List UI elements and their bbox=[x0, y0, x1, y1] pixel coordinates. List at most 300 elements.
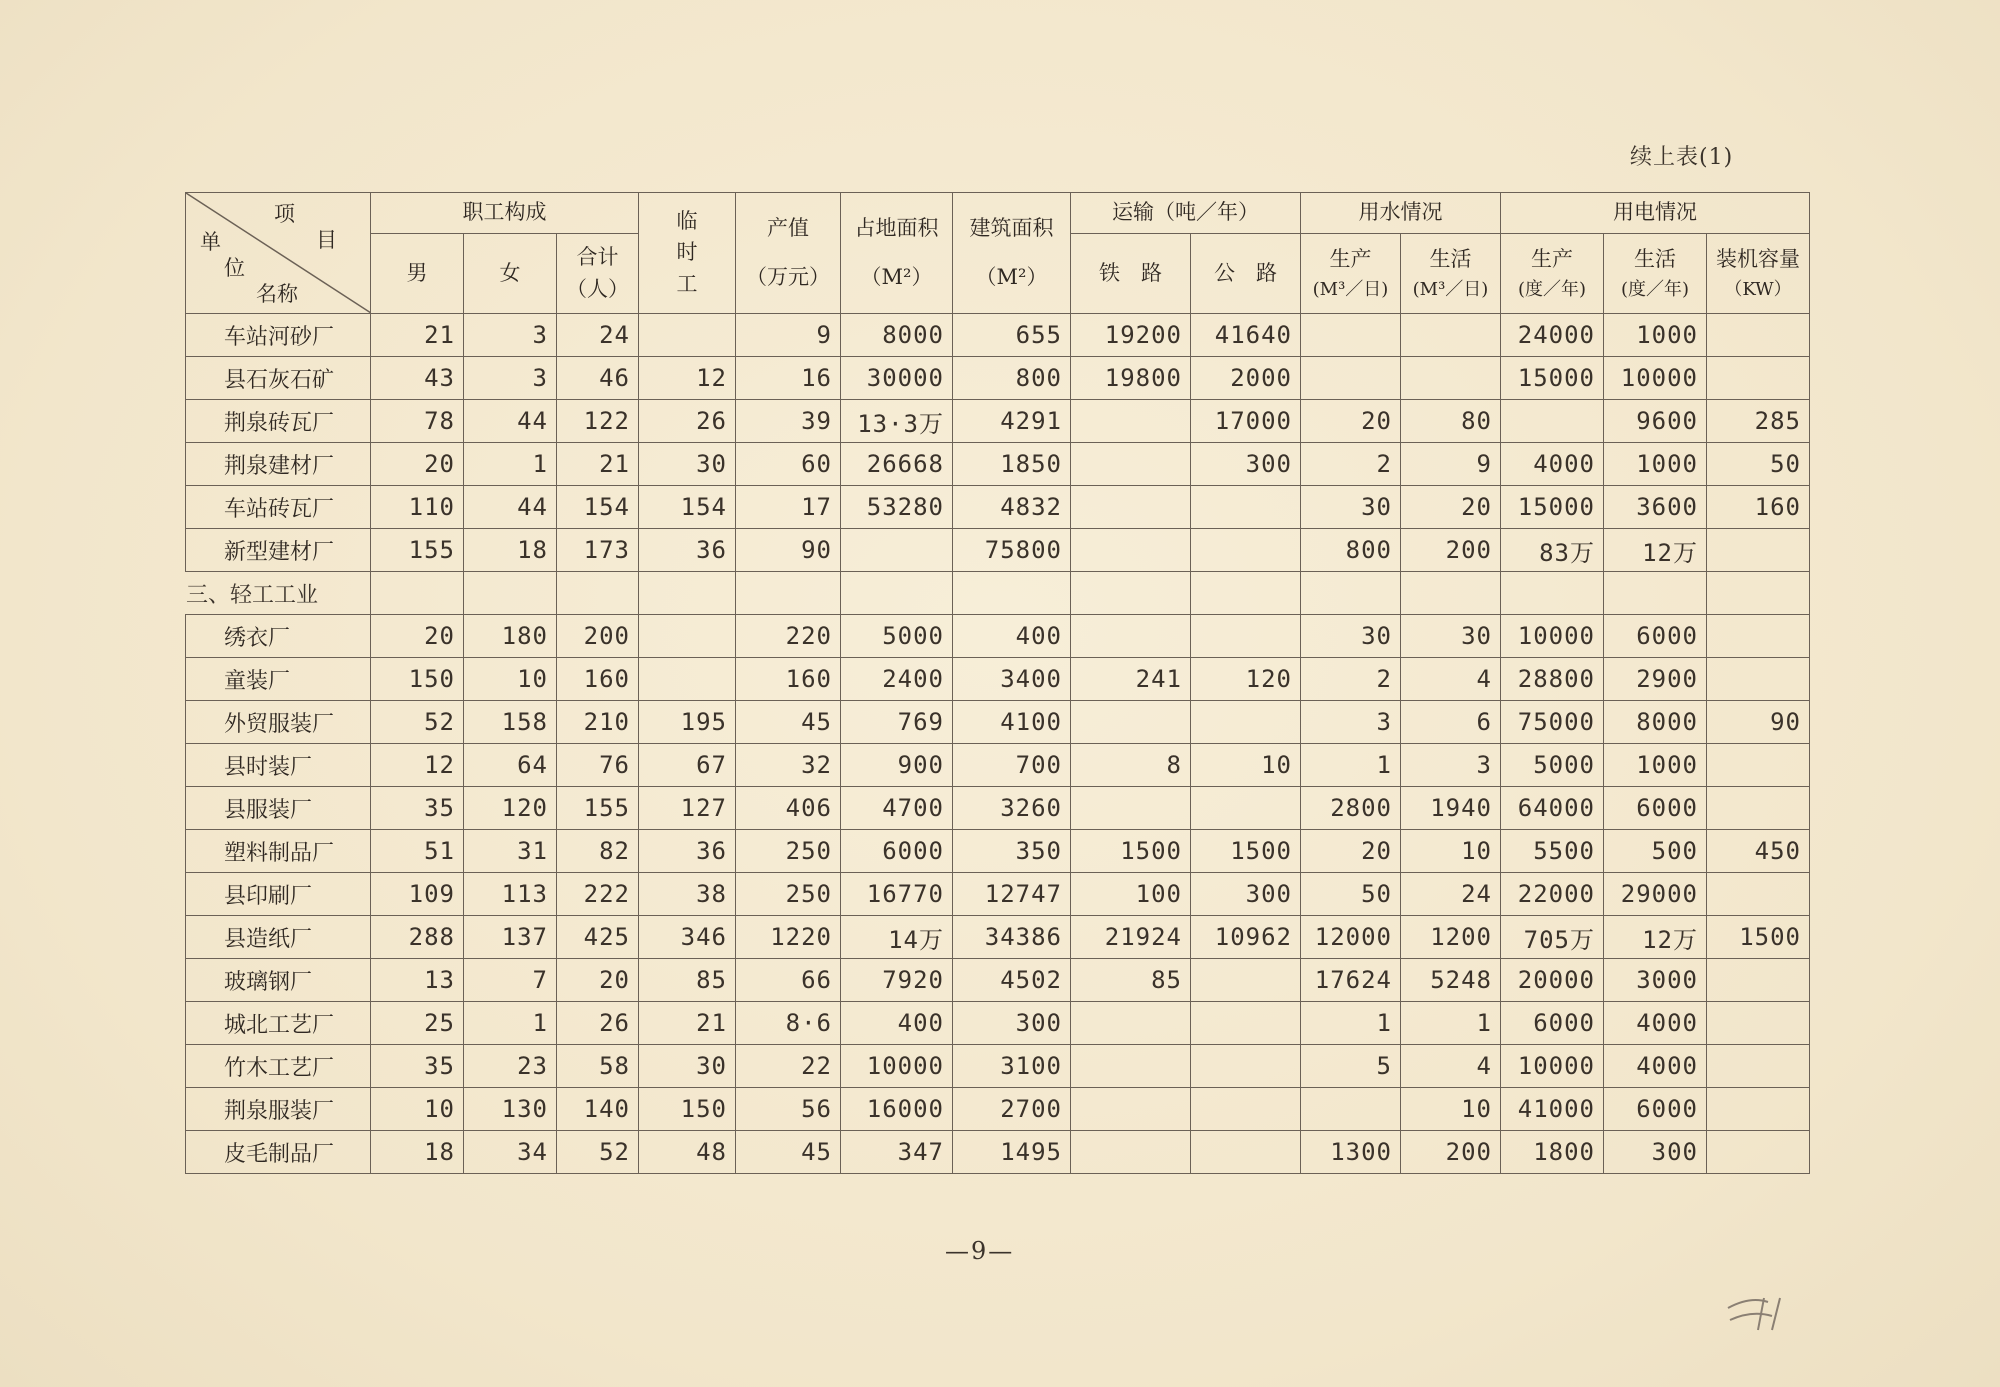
cell-build: 4832 bbox=[953, 486, 1071, 529]
cell-land: 13·3万 bbox=[841, 400, 953, 443]
header-water-prod-line-2: (M³／日) bbox=[1312, 278, 1389, 300]
table-row bbox=[186, 701, 1810, 744]
table-row bbox=[186, 314, 1810, 357]
empty-cell bbox=[464, 572, 557, 615]
cell-road bbox=[1191, 486, 1301, 529]
cell-capacity: 160 bbox=[1707, 486, 1810, 529]
cell-male: 12 bbox=[371, 744, 464, 787]
header-water-prod-line-1: 生产 bbox=[1329, 247, 1372, 272]
cell-road bbox=[1191, 1045, 1301, 1088]
cell-power-prod: 83万 bbox=[1501, 529, 1604, 572]
unit-name-cell: 县时装厂 bbox=[186, 744, 371, 787]
section-row bbox=[186, 572, 1810, 615]
table-row bbox=[186, 443, 1810, 486]
cell-water-life: 1200 bbox=[1401, 916, 1501, 959]
cell-total: 222 bbox=[557, 873, 639, 916]
header-temp-workers bbox=[639, 193, 736, 314]
cell-road bbox=[1191, 959, 1301, 1002]
cell-total: 173 bbox=[557, 529, 639, 572]
cell-power-life: 300 bbox=[1604, 1131, 1707, 1174]
cell-capacity bbox=[1707, 1002, 1810, 1045]
cell-capacity bbox=[1707, 357, 1810, 400]
cell-temp: 30 bbox=[639, 443, 736, 486]
table-row bbox=[186, 787, 1810, 830]
cell-output: 160 bbox=[736, 658, 841, 701]
header-total-line-1: 合计 bbox=[576, 245, 619, 270]
empty-cell bbox=[1401, 572, 1501, 615]
table-body bbox=[186, 314, 1810, 1174]
empty-cell bbox=[953, 572, 1071, 615]
header-temp-line-3: 工 bbox=[676, 271, 698, 296]
cell-land: 4700 bbox=[841, 787, 953, 830]
cell-temp bbox=[639, 615, 736, 658]
cell-rail bbox=[1071, 400, 1191, 443]
cell-male: 51 bbox=[371, 830, 464, 873]
cell-female: 158 bbox=[464, 701, 557, 744]
cell-capacity bbox=[1707, 314, 1810, 357]
cell-road: 2000 bbox=[1191, 357, 1301, 400]
cell-male: 78 bbox=[371, 400, 464, 443]
unit-name-cell: 城北工艺厂 bbox=[186, 1002, 371, 1045]
cell-road: 17000 bbox=[1191, 400, 1301, 443]
cell-total: 200 bbox=[557, 615, 639, 658]
cell-road: 1500 bbox=[1191, 830, 1301, 873]
cell-road: 10 bbox=[1191, 744, 1301, 787]
cell-road: 120 bbox=[1191, 658, 1301, 701]
empty-cell bbox=[1071, 572, 1191, 615]
cell-power-life: 2900 bbox=[1604, 658, 1707, 701]
unit-name-cell: 荆泉建材厂 bbox=[186, 443, 371, 486]
header-row-top bbox=[186, 193, 1810, 234]
cell-rail: 19200 bbox=[1071, 314, 1191, 357]
cell-build: 12747 bbox=[953, 873, 1071, 916]
corner-label-item: 项 bbox=[274, 202, 295, 226]
header-output-value bbox=[736, 193, 841, 314]
unit-name-cell: 荆泉服装厂 bbox=[186, 1088, 371, 1131]
cell-water-prod: 800 bbox=[1301, 529, 1401, 572]
header-female: 女 bbox=[464, 234, 557, 314]
header-transport: 运输（吨／年） bbox=[1071, 193, 1301, 234]
cell-road bbox=[1191, 787, 1301, 830]
cell-temp: 195 bbox=[639, 701, 736, 744]
cell-land: 16770 bbox=[841, 873, 953, 916]
cell-temp: 127 bbox=[639, 787, 736, 830]
cell-female: 180 bbox=[464, 615, 557, 658]
cell-build: 800 bbox=[953, 357, 1071, 400]
cell-road: 300 bbox=[1191, 443, 1301, 486]
unit-name-cell: 车站河砂厂 bbox=[186, 314, 371, 357]
cell-female: 23 bbox=[464, 1045, 557, 1088]
cell-water-prod bbox=[1301, 1088, 1401, 1131]
header-water-life-line-2: (M³／日) bbox=[1412, 278, 1489, 300]
cell-build: 4502 bbox=[953, 959, 1071, 1002]
header-capacity-line-2: （KW） bbox=[1724, 278, 1792, 300]
header-land-line-2: （M²） bbox=[860, 265, 933, 289]
table-row bbox=[186, 1131, 1810, 1174]
cell-power-life: 6000 bbox=[1604, 787, 1707, 830]
cell-build: 4100 bbox=[953, 701, 1071, 744]
header-build-line-2: （M²） bbox=[975, 265, 1048, 289]
cell-male: 20 bbox=[371, 615, 464, 658]
cell-capacity bbox=[1707, 744, 1810, 787]
unit-name-cell: 新型建材厂 bbox=[186, 529, 371, 572]
unit-name-cell: 县印刷厂 bbox=[186, 873, 371, 916]
cell-male: 25 bbox=[371, 1002, 464, 1045]
cell-power-life: 1000 bbox=[1604, 314, 1707, 357]
cell-power-prod: 10000 bbox=[1501, 1045, 1604, 1088]
cell-power-prod: 6000 bbox=[1501, 1002, 1604, 1045]
cell-power-prod bbox=[1501, 400, 1604, 443]
cell-power-life: 12万 bbox=[1604, 529, 1707, 572]
cell-output: 66 bbox=[736, 959, 841, 1002]
cell-female: 64 bbox=[464, 744, 557, 787]
statistics-table bbox=[185, 192, 1810, 1174]
unit-name-cell: 县服装厂 bbox=[186, 787, 371, 830]
cell-female: 44 bbox=[464, 486, 557, 529]
cell-build: 2700 bbox=[953, 1088, 1071, 1131]
cell-power-prod: 22000 bbox=[1501, 873, 1604, 916]
cell-total: 52 bbox=[557, 1131, 639, 1174]
cell-temp: 36 bbox=[639, 830, 736, 873]
cell-water-life bbox=[1401, 357, 1501, 400]
empty-cell bbox=[736, 572, 841, 615]
cell-male: 110 bbox=[371, 486, 464, 529]
header-railway: 铁 路 bbox=[1071, 234, 1191, 314]
cell-female: 130 bbox=[464, 1088, 557, 1131]
table-row bbox=[186, 744, 1810, 787]
cell-water-life: 80 bbox=[1401, 400, 1501, 443]
cell-output: 17 bbox=[736, 486, 841, 529]
empty-cell bbox=[557, 572, 639, 615]
cell-water-life bbox=[1401, 314, 1501, 357]
cell-temp: 85 bbox=[639, 959, 736, 1002]
cell-female: 3 bbox=[464, 314, 557, 357]
cell-rail: 85 bbox=[1071, 959, 1191, 1002]
cell-land: 14万 bbox=[841, 916, 953, 959]
cell-temp: 26 bbox=[639, 400, 736, 443]
cell-build: 400 bbox=[953, 615, 1071, 658]
cell-total: 58 bbox=[557, 1045, 639, 1088]
cell-capacity: 450 bbox=[1707, 830, 1810, 873]
cell-female: 120 bbox=[464, 787, 557, 830]
cell-output: 16 bbox=[736, 357, 841, 400]
cell-road: 10962 bbox=[1191, 916, 1301, 959]
cell-water-prod: 20 bbox=[1301, 400, 1401, 443]
cell-land: 7920 bbox=[841, 959, 953, 1002]
cell-land: 347 bbox=[841, 1131, 953, 1174]
unit-name-cell: 县石灰石矿 bbox=[186, 357, 371, 400]
cell-road bbox=[1191, 529, 1301, 572]
cell-water-life: 1940 bbox=[1401, 787, 1501, 830]
cell-output: 60 bbox=[736, 443, 841, 486]
cell-rail: 19800 bbox=[1071, 357, 1191, 400]
cell-land: 400 bbox=[841, 1002, 953, 1045]
table-row bbox=[186, 1002, 1810, 1045]
header-installed-capacity bbox=[1707, 234, 1810, 314]
cell-male: 109 bbox=[371, 873, 464, 916]
unit-name-cell: 绣衣厂 bbox=[186, 615, 371, 658]
cell-water-prod: 17624 bbox=[1301, 959, 1401, 1002]
cell-total: 140 bbox=[557, 1088, 639, 1131]
cell-road bbox=[1191, 701, 1301, 744]
corner-header bbox=[186, 193, 371, 314]
cell-land: 769 bbox=[841, 701, 953, 744]
cell-total: 122 bbox=[557, 400, 639, 443]
cell-power-prod: 15000 bbox=[1501, 486, 1604, 529]
cell-capacity: 1500 bbox=[1707, 916, 1810, 959]
cell-water-life: 4 bbox=[1401, 658, 1501, 701]
cell-output: 90 bbox=[736, 529, 841, 572]
table-row bbox=[186, 400, 1810, 443]
cell-output: 32 bbox=[736, 744, 841, 787]
cell-output: 220 bbox=[736, 615, 841, 658]
header-total bbox=[557, 234, 639, 314]
cell-female: 7 bbox=[464, 959, 557, 1002]
cell-build: 700 bbox=[953, 744, 1071, 787]
cell-total: 24 bbox=[557, 314, 639, 357]
cell-male: 20 bbox=[371, 443, 464, 486]
cell-output: 250 bbox=[736, 873, 841, 916]
empty-cell bbox=[639, 572, 736, 615]
cell-female: 10 bbox=[464, 658, 557, 701]
cell-power-prod: 20000 bbox=[1501, 959, 1604, 1002]
cell-power-prod: 28800 bbox=[1501, 658, 1604, 701]
cell-total: 155 bbox=[557, 787, 639, 830]
header-water-life-line-1: 生活 bbox=[1429, 247, 1472, 272]
cell-power-prod: 15000 bbox=[1501, 357, 1604, 400]
cell-power-life: 29000 bbox=[1604, 873, 1707, 916]
cell-land: 53280 bbox=[841, 486, 953, 529]
cell-road bbox=[1191, 1002, 1301, 1045]
cell-rail bbox=[1071, 1045, 1191, 1088]
unit-name-cell: 荆泉砖瓦厂 bbox=[186, 400, 371, 443]
cell-rail: 8 bbox=[1071, 744, 1191, 787]
cell-rail: 21924 bbox=[1071, 916, 1191, 959]
cell-power-prod: 705万 bbox=[1501, 916, 1604, 959]
cell-power-life: 4000 bbox=[1604, 1045, 1707, 1088]
header-output-line-2: （万元） bbox=[746, 265, 830, 289]
table-row bbox=[186, 830, 1810, 873]
cell-rail bbox=[1071, 486, 1191, 529]
cell-power-life: 500 bbox=[1604, 830, 1707, 873]
cell-land: 30000 bbox=[841, 357, 953, 400]
cell-land: 10000 bbox=[841, 1045, 953, 1088]
cell-total: 20 bbox=[557, 959, 639, 1002]
cell-rail bbox=[1071, 443, 1191, 486]
header-power-prod-line-1: 生产 bbox=[1531, 247, 1573, 272]
corner-label-unit-a: 单 bbox=[200, 230, 221, 254]
corner-label-unit-b: 位 bbox=[224, 256, 245, 280]
cell-power-prod: 64000 bbox=[1501, 787, 1604, 830]
cell-build: 1850 bbox=[953, 443, 1071, 486]
cell-water-prod: 30 bbox=[1301, 615, 1401, 658]
cell-power-prod: 1800 bbox=[1501, 1131, 1604, 1174]
header-male: 男 bbox=[371, 234, 464, 314]
cell-capacity bbox=[1707, 529, 1810, 572]
cell-power-life: 9600 bbox=[1604, 400, 1707, 443]
cell-male: 21 bbox=[371, 314, 464, 357]
cell-output: 8·6 bbox=[736, 1002, 841, 1045]
unit-name-cell: 竹木工艺厂 bbox=[186, 1045, 371, 1088]
header-water-usage: 用水情况 bbox=[1301, 193, 1501, 234]
cell-road: 300 bbox=[1191, 873, 1301, 916]
cell-water-prod: 20 bbox=[1301, 830, 1401, 873]
cell-water-life: 3 bbox=[1401, 744, 1501, 787]
cell-male: 10 bbox=[371, 1088, 464, 1131]
cell-temp bbox=[639, 314, 736, 357]
cell-power-prod: 5000 bbox=[1501, 744, 1604, 787]
cell-total: 26 bbox=[557, 1002, 639, 1045]
cell-build: 34386 bbox=[953, 916, 1071, 959]
unit-name-cell: 外贸服装厂 bbox=[186, 701, 371, 744]
cell-temp: 67 bbox=[639, 744, 736, 787]
cell-temp: 12 bbox=[639, 357, 736, 400]
cell-rail bbox=[1071, 1088, 1191, 1131]
cell-power-life: 8000 bbox=[1604, 701, 1707, 744]
cell-power-life: 1000 bbox=[1604, 744, 1707, 787]
cell-female: 34 bbox=[464, 1131, 557, 1174]
cell-temp: 36 bbox=[639, 529, 736, 572]
table-row bbox=[186, 916, 1810, 959]
cell-rail bbox=[1071, 1131, 1191, 1174]
table-row bbox=[186, 1045, 1810, 1088]
cell-power-life: 6000 bbox=[1604, 1088, 1707, 1131]
cell-land: 900 bbox=[841, 744, 953, 787]
table-row bbox=[186, 1088, 1810, 1131]
cell-build: 3400 bbox=[953, 658, 1071, 701]
cell-output: 39 bbox=[736, 400, 841, 443]
cell-capacity bbox=[1707, 615, 1810, 658]
cell-capacity: 285 bbox=[1707, 400, 1810, 443]
cell-land: 26668 bbox=[841, 443, 953, 486]
cell-male: 13 bbox=[371, 959, 464, 1002]
cell-water-life: 5248 bbox=[1401, 959, 1501, 1002]
cell-water-life: 6 bbox=[1401, 701, 1501, 744]
cell-power-life: 3600 bbox=[1604, 486, 1707, 529]
cell-power-prod: 75000 bbox=[1501, 701, 1604, 744]
cell-land: 8000 bbox=[841, 314, 953, 357]
unit-name-cell: 童装厂 bbox=[186, 658, 371, 701]
cell-land: 6000 bbox=[841, 830, 953, 873]
cell-water-prod bbox=[1301, 314, 1401, 357]
cell-total: 154 bbox=[557, 486, 639, 529]
header-power-usage: 用电情况 bbox=[1501, 193, 1810, 234]
header-power-life-line-2: (度／年) bbox=[1620, 278, 1690, 300]
corner-label-name: 名称 bbox=[256, 282, 298, 306]
header-workforce: 职工构成 bbox=[371, 193, 639, 234]
cell-water-prod: 3 bbox=[1301, 701, 1401, 744]
cell-water-prod: 30 bbox=[1301, 486, 1401, 529]
cell-capacity bbox=[1707, 658, 1810, 701]
empty-cell bbox=[1707, 572, 1810, 615]
header-power-production bbox=[1501, 234, 1604, 314]
cell-land bbox=[841, 529, 953, 572]
cell-water-life: 10 bbox=[1401, 830, 1501, 873]
header-water-living bbox=[1401, 234, 1501, 314]
cell-build: 655 bbox=[953, 314, 1071, 357]
cell-temp bbox=[639, 658, 736, 701]
cell-power-prod: 41000 bbox=[1501, 1088, 1604, 1131]
unit-name-cell: 县造纸厂 bbox=[186, 916, 371, 959]
cell-capacity bbox=[1707, 959, 1810, 1002]
cell-male: 52 bbox=[371, 701, 464, 744]
cell-water-life: 10 bbox=[1401, 1088, 1501, 1131]
cell-output: 22 bbox=[736, 1045, 841, 1088]
header-building-area bbox=[953, 193, 1071, 314]
header-highway: 公 路 bbox=[1191, 234, 1301, 314]
cell-water-life: 1 bbox=[1401, 1002, 1501, 1045]
header-output-line-1: 产值 bbox=[767, 215, 809, 240]
cell-total: 76 bbox=[557, 744, 639, 787]
cell-temp: 150 bbox=[639, 1088, 736, 1131]
empty-cell bbox=[1191, 572, 1301, 615]
cell-output: 406 bbox=[736, 787, 841, 830]
cell-road bbox=[1191, 615, 1301, 658]
cell-road: 41640 bbox=[1191, 314, 1301, 357]
unit-name-cell: 车站砖瓦厂 bbox=[186, 486, 371, 529]
cell-output: 1220 bbox=[736, 916, 841, 959]
cell-output: 250 bbox=[736, 830, 841, 873]
cell-capacity bbox=[1707, 873, 1810, 916]
cell-rail: 241 bbox=[1071, 658, 1191, 701]
empty-cell bbox=[1501, 572, 1604, 615]
table-row bbox=[186, 486, 1810, 529]
cell-build: 300 bbox=[953, 1002, 1071, 1045]
cell-power-prod: 24000 bbox=[1501, 314, 1604, 357]
header-water-production bbox=[1301, 234, 1401, 314]
unit-name-cell: 玻璃钢厂 bbox=[186, 959, 371, 1002]
cell-water-life: 30 bbox=[1401, 615, 1501, 658]
cell-rail bbox=[1071, 615, 1191, 658]
cell-water-life: 200 bbox=[1401, 529, 1501, 572]
cell-land: 16000 bbox=[841, 1088, 953, 1131]
cell-male: 150 bbox=[371, 658, 464, 701]
cell-land: 2400 bbox=[841, 658, 953, 701]
cell-build: 3100 bbox=[953, 1045, 1071, 1088]
header-build-line-1: 建筑面积 bbox=[969, 215, 1054, 240]
cell-female: 3 bbox=[464, 357, 557, 400]
cell-temp: 346 bbox=[639, 916, 736, 959]
cell-total: 82 bbox=[557, 830, 639, 873]
table-row bbox=[186, 873, 1810, 916]
cell-output: 45 bbox=[736, 701, 841, 744]
header-temp-line-2: 时 bbox=[676, 240, 698, 265]
cell-water-prod: 1300 bbox=[1301, 1131, 1401, 1174]
cell-power-prod: 5500 bbox=[1501, 830, 1604, 873]
handwritten-margin-mark bbox=[1720, 1290, 1790, 1335]
section-title: 三、轻工工业 bbox=[186, 572, 371, 615]
cell-power-prod: 10000 bbox=[1501, 615, 1604, 658]
cell-land: 5000 bbox=[841, 615, 953, 658]
cell-water-prod: 1 bbox=[1301, 744, 1401, 787]
header-power-life-line-1: 生活 bbox=[1634, 247, 1676, 272]
cell-rail: 100 bbox=[1071, 873, 1191, 916]
header-capacity-line-1: 装机容量 bbox=[1716, 247, 1800, 272]
cell-water-prod: 1 bbox=[1301, 1002, 1401, 1045]
cell-male: 288 bbox=[371, 916, 464, 959]
header-power-prod-line-2: (度／年) bbox=[1517, 278, 1587, 300]
cell-capacity bbox=[1707, 787, 1810, 830]
cell-total: 46 bbox=[557, 357, 639, 400]
cell-water-prod bbox=[1301, 357, 1401, 400]
cell-male: 35 bbox=[371, 787, 464, 830]
cell-rail bbox=[1071, 529, 1191, 572]
cell-build: 3260 bbox=[953, 787, 1071, 830]
cell-power-prod: 4000 bbox=[1501, 443, 1604, 486]
cell-road bbox=[1191, 1088, 1301, 1131]
cell-female: 1 bbox=[464, 1002, 557, 1045]
table-row bbox=[186, 959, 1810, 1002]
